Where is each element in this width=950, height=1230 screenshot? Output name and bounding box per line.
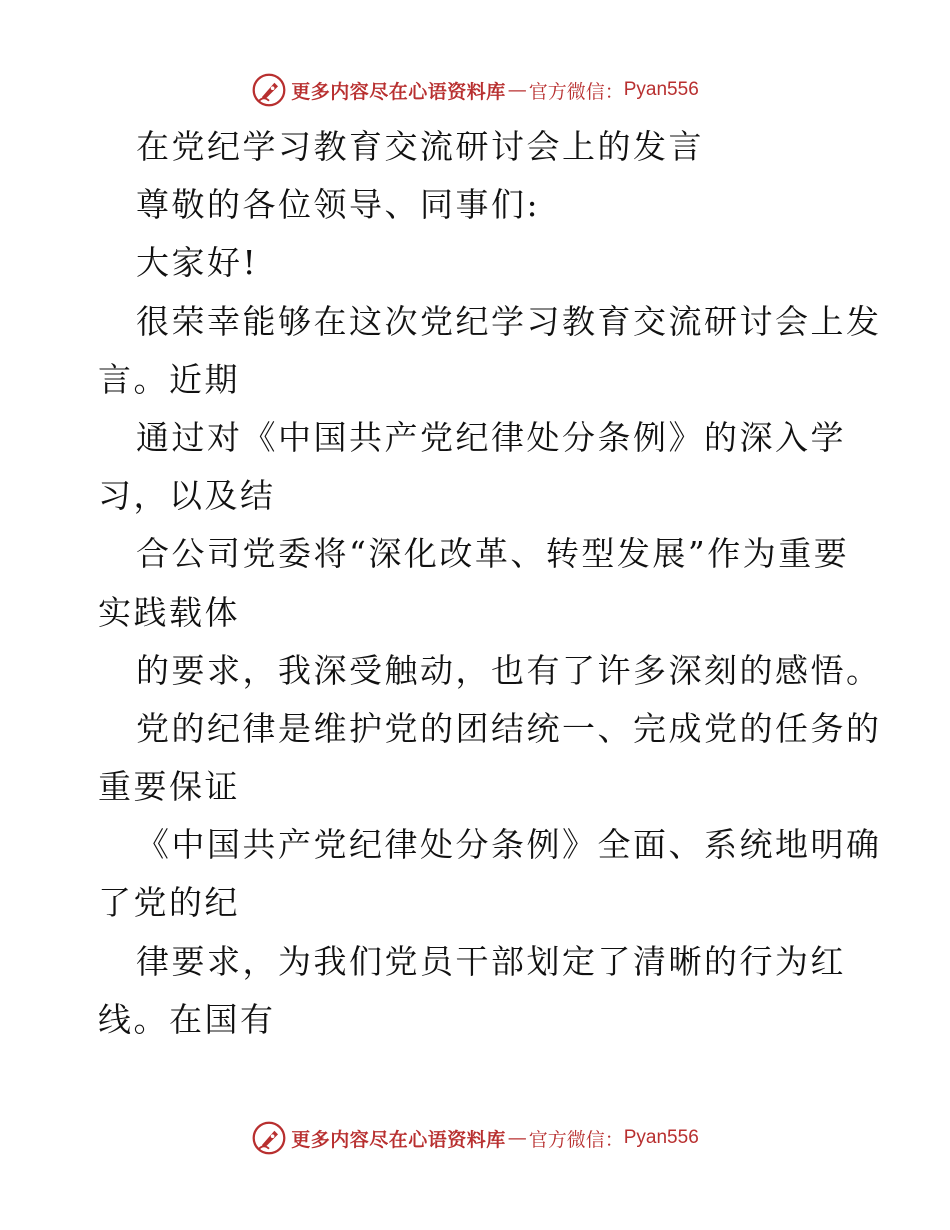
paragraph-line: 很荣幸能够在这次党纪学习教育交流研讨会上发 (136, 301, 882, 341)
document-title: 在党纪学习教育交流研讨会上的发言 (136, 127, 704, 166)
paragraph-line: 了党的纪 (98, 883, 240, 923)
paragraph-line: 《中国共产党纪律处分条例》全面、系统地明确 (136, 825, 882, 865)
paragraph-line: 习，以及结 (98, 476, 276, 516)
watermark-separator: — (507, 1127, 527, 1149)
paragraph-line: 实践载体 (98, 592, 240, 632)
pen-nib-logo-icon (251, 72, 287, 108)
paragraph-line: 律要求，为我们党员干部划定了清晰的行为红 (136, 941, 846, 981)
paragraph-line: 的要求，我深受触动，也有了许多深刻的感悟。 (136, 650, 882, 690)
watermark-wechat-id: Pyan556 (623, 79, 699, 100)
paragraph-line: 通过对《中国共产党纪律处分条例》的深入学 (136, 417, 846, 457)
paragraph-line: 党的纪律是维护党的团结统一、完成党的任务的 (136, 708, 882, 748)
paragraph-line: 重要保证 (98, 767, 240, 807)
paragraph-line: 线。在国有 (98, 999, 276, 1039)
watermark-label: 官方微信： (528, 1128, 624, 1151)
pen-nib-logo-icon (251, 1120, 287, 1156)
salutation: 尊敬的各位领导、同事们: (136, 185, 541, 225)
footer-watermark (0, 1118, 950, 1158)
paragraph-line: 合公司党委将“深化改革、转型发展”作为重要 (136, 534, 850, 574)
greeting: 大家好! (136, 243, 259, 283)
watermark-separator: — (507, 79, 527, 101)
watermark-main-text: 更多内容尽在心语资料库 (291, 1128, 506, 1151)
paragraph-line: 言。近期 (98, 359, 240, 399)
watermark-label: 官方微信： (528, 80, 624, 103)
watermark-wechat-id: Pyan556 (623, 1127, 699, 1148)
header-watermark (0, 70, 950, 110)
document-body (98, 118, 882, 1049)
watermark-main-text: 更多内容尽在心语资料库 (291, 80, 506, 103)
